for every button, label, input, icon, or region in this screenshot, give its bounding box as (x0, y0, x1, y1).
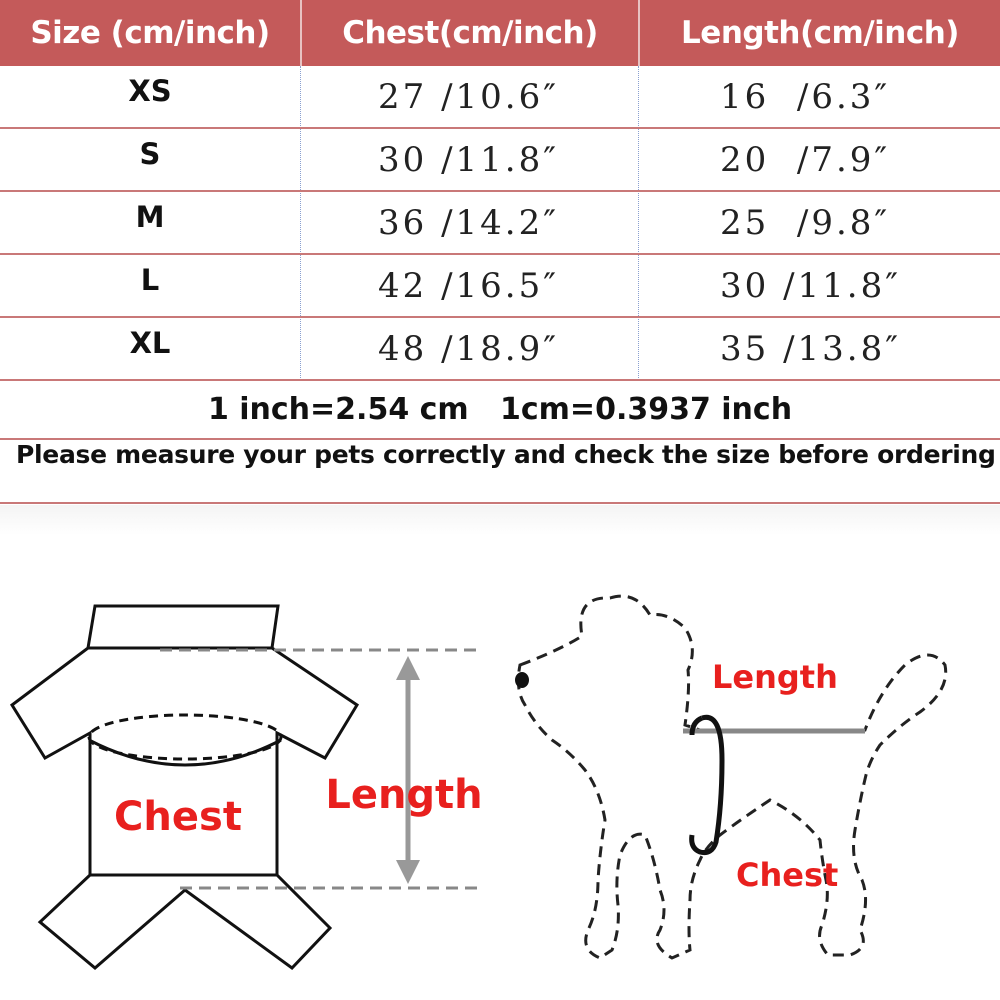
chest-cell: 30 /11.8″ (378, 140, 559, 180)
header-chest: Chest(cm/inch) (302, 0, 638, 66)
table-row (0, 318, 1000, 380)
table-row (0, 66, 1000, 128)
row-divider (0, 502, 1000, 504)
measurement-diagram (0, 560, 1000, 1000)
header-divider (638, 0, 640, 66)
chest-cell: 42 /16.5″ (378, 266, 559, 306)
shirt-chest-label: Chest (114, 794, 242, 840)
length-cell: 25 /9.8″ (720, 203, 891, 243)
table-row (0, 192, 1000, 254)
dog-outline (518, 596, 945, 958)
size-cell: XS (128, 74, 172, 108)
garment-illustration (12, 606, 357, 968)
size-cell: L (140, 263, 160, 297)
shirt-length-label: Length (325, 772, 483, 818)
table-row (0, 129, 1000, 191)
header-size: Size (cm/inch) (0, 0, 300, 66)
dog-chest-label: Chest (736, 856, 839, 894)
dog-chest-loop (692, 717, 722, 852)
length-cell: 35 /13.8″ (720, 329, 901, 369)
header-divider (300, 0, 302, 66)
size-cell: M (135, 200, 165, 234)
section-fade (0, 505, 1000, 535)
unit-conversion-text: 1 inch=2.54 cm 1cm=0.3937 inch (207, 391, 793, 427)
length-cell: 16 /6.3″ (720, 77, 891, 117)
length-cell: 30 /11.8″ (720, 266, 901, 306)
size-cell: S (139, 137, 161, 171)
length-arrow (396, 656, 420, 884)
size-cell: XL (129, 326, 171, 360)
dog-length-label: Length (712, 658, 838, 696)
table-row (0, 255, 1000, 317)
chest-cell: 48 /18.9″ (378, 329, 559, 369)
chest-cell: 36 /14.2″ (378, 203, 559, 243)
measure-note: Please measure your pets correctly and check the size before ordering (16, 440, 996, 469)
length-cell: 20 /7.9″ (720, 140, 891, 180)
header-length: Length(cm/inch) (640, 0, 1000, 66)
dog-nose-icon (515, 672, 529, 688)
chest-cell: 27 /10.6″ (378, 77, 559, 117)
